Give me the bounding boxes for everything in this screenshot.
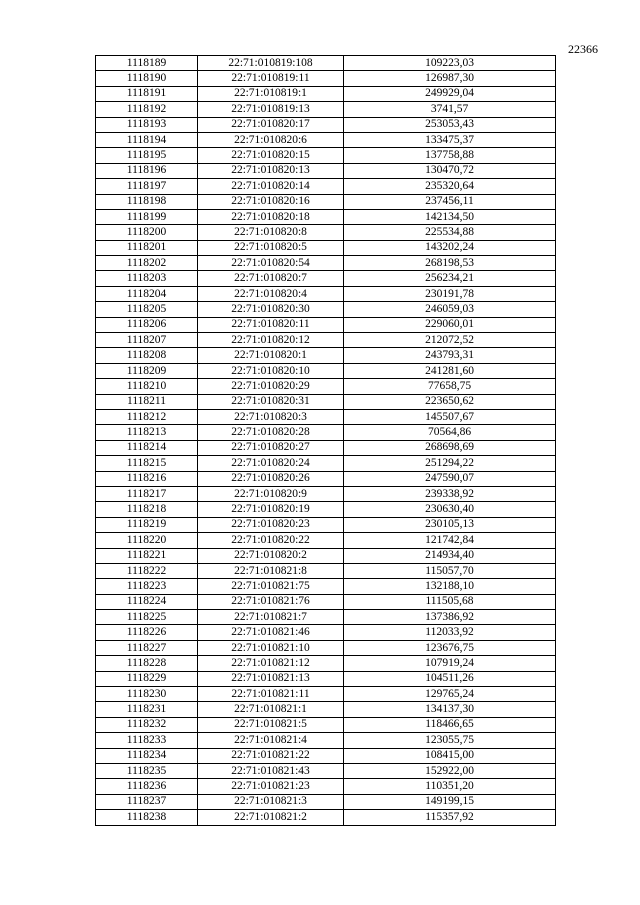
table-row [96,486,556,501]
row-number-cell: 1118202 [96,256,198,271]
value-cell: 225534,88 [344,225,556,240]
table-row [96,763,556,778]
row-number-cell: 1118212 [96,409,198,424]
row-number-cell: 1118222 [96,563,198,578]
row-number-cell: 1118200 [96,225,198,240]
row-number-cell: 1118234 [96,748,198,763]
table-row [96,425,556,440]
cadastral-number-cell: 22:71:010820:26 [198,471,344,486]
cadastral-number-cell: 22:71:010820:4 [198,286,344,301]
value-cell: 130470,72 [344,163,556,178]
row-number-cell: 1118238 [96,810,198,825]
value-cell: 137758,88 [344,148,556,163]
row-number-cell: 1118189 [96,56,198,71]
table-row [96,179,556,194]
cadastral-number-cell: 22:71:010820:23 [198,517,344,532]
cadastral-number-cell: 22:71:010820:28 [198,425,344,440]
row-number-cell: 1118192 [96,102,198,117]
row-number-cell: 1118221 [96,548,198,563]
table-row [96,86,556,101]
table-row [96,702,556,717]
value-cell: 145507,67 [344,409,556,424]
cadastral-number-cell: 22:71:010820:2 [198,548,344,563]
row-number-cell: 1118211 [96,394,198,409]
value-cell: 143202,24 [344,240,556,255]
row-number-cell: 1118198 [96,194,198,209]
value-cell: 129765,24 [344,687,556,702]
value-cell: 126987,30 [344,71,556,86]
row-number-cell: 1118210 [96,379,198,394]
cadastral-value-table [95,55,556,826]
value-cell: 223650,62 [344,394,556,409]
cadastral-number-cell: 22:71:010820:6 [198,132,344,147]
table-row [96,148,556,163]
row-number-cell: 1118197 [96,179,198,194]
row-number-cell: 1118227 [96,640,198,655]
table-row [96,240,556,255]
value-cell: 121742,84 [344,533,556,548]
table-row [96,717,556,732]
value-cell: 214934,40 [344,548,556,563]
value-cell: 149199,15 [344,794,556,809]
value-cell: 239338,92 [344,486,556,501]
cadastral-number-cell: 22:71:010820:19 [198,502,344,517]
row-number-cell: 1118199 [96,209,198,224]
table-row [96,163,556,178]
cadastral-number-cell: 22:71:010820:29 [198,379,344,394]
cadastral-number-cell: 22:71:010821:8 [198,563,344,578]
table-row [96,209,556,224]
value-cell: 108415,00 [344,748,556,763]
value-cell: 112033,92 [344,625,556,640]
value-cell: 115057,70 [344,563,556,578]
cadastral-number-cell: 22:71:010820:12 [198,333,344,348]
cadastral-number-cell: 22:71:010820:24 [198,456,344,471]
row-number-cell: 1118194 [96,132,198,147]
value-cell: 235320,64 [344,179,556,194]
row-number-cell: 1118193 [96,117,198,132]
cadastral-number-cell: 22:71:010820:11 [198,317,344,332]
row-number-cell: 1118196 [96,163,198,178]
cadastral-number-cell: 22:71:010820:10 [198,363,344,378]
table-row [96,563,556,578]
table-row [96,379,556,394]
cadastral-number-cell: 22:71:010820:9 [198,486,344,501]
table-row [96,610,556,625]
value-cell: 253053,43 [344,117,556,132]
row-number-cell: 1118213 [96,425,198,440]
table-row [96,117,556,132]
row-number-cell: 1118216 [96,471,198,486]
cadastral-number-cell: 22:71:010820:15 [198,148,344,163]
cadastral-number-cell: 22:71:010820:27 [198,440,344,455]
value-cell: 246059,03 [344,302,556,317]
row-number-cell: 1118190 [96,71,198,86]
cadastral-number-cell: 22:71:010821:3 [198,794,344,809]
value-cell: 77658,75 [344,379,556,394]
table-row [96,779,556,794]
cadastral-number-cell: 22:71:010820:5 [198,240,344,255]
table-row [96,640,556,655]
cadastral-number-cell: 22:71:010821:13 [198,671,344,686]
value-cell: 229060,01 [344,317,556,332]
value-cell: 212072,52 [344,333,556,348]
table-row [96,656,556,671]
cadastral-number-cell: 22:71:010820:1 [198,348,344,363]
cadastral-number-cell: 22:71:010821:2 [198,810,344,825]
value-cell: 3741,57 [344,102,556,117]
row-number-cell: 1118195 [96,148,198,163]
row-number-cell: 1118231 [96,702,198,717]
cadastral-number-cell: 22:71:010820:31 [198,394,344,409]
value-cell: 152922,00 [344,763,556,778]
cadastral-number-cell: 22:71:010821:11 [198,687,344,702]
table-row [96,363,556,378]
row-number-cell: 1118230 [96,687,198,702]
cadastral-number-cell: 22:71:010821:43 [198,763,344,778]
cadastral-number-cell: 22:71:010821:10 [198,640,344,655]
row-number-cell: 1118229 [96,671,198,686]
value-cell: 70564,86 [344,425,556,440]
cadastral-number-cell: 22:71:010820:54 [198,256,344,271]
cadastral-number-cell: 22:71:010820:16 [198,194,344,209]
value-cell: 107919,24 [344,656,556,671]
row-number-cell: 1118225 [96,610,198,625]
cadastral-number-cell: 22:71:010820:30 [198,302,344,317]
table-row [96,256,556,271]
value-cell: 110351,20 [344,779,556,794]
row-number-cell: 1118191 [96,86,198,101]
row-number-cell: 1118233 [96,733,198,748]
value-cell: 268198,53 [344,256,556,271]
cadastral-number-cell: 22:71:010820:18 [198,209,344,224]
row-number-cell: 1118226 [96,625,198,640]
cadastral-number-cell: 22:71:010820:17 [198,117,344,132]
row-number-cell: 1118208 [96,348,198,363]
table-row [96,471,556,486]
row-number-cell: 1118219 [96,517,198,532]
value-cell: 123676,75 [344,640,556,655]
table-row [96,348,556,363]
cadastral-number-cell: 22:71:010821:12 [198,656,344,671]
value-cell: 230105,13 [344,517,556,532]
cadastral-number-cell: 22:71:010820:3 [198,409,344,424]
value-cell: 123055,75 [344,733,556,748]
table-row [96,517,556,532]
table-row [96,409,556,424]
table-row [96,456,556,471]
value-cell: 137386,92 [344,610,556,625]
page-number: 22366 [568,42,598,56]
cadastral-number-cell: 22:71:010820:22 [198,533,344,548]
table-row [96,533,556,548]
value-cell: 133475,37 [344,132,556,147]
table-row [96,440,556,455]
row-number-cell: 1118220 [96,533,198,548]
value-cell: 249929,04 [344,86,556,101]
row-number-cell: 1118204 [96,286,198,301]
value-cell: 251294,22 [344,456,556,471]
value-cell: 243793,31 [344,348,556,363]
row-number-cell: 1118224 [96,594,198,609]
value-cell: 241281,60 [344,363,556,378]
table-row [96,671,556,686]
row-number-cell: 1118228 [96,656,198,671]
table-row [96,579,556,594]
table-row [96,132,556,147]
table-row [96,271,556,286]
cadastral-number-cell: 22:71:010819:11 [198,71,344,86]
value-cell: 230630,40 [344,502,556,517]
table-row [96,748,556,763]
table-row [96,317,556,332]
value-cell: 142134,50 [344,209,556,224]
row-number-cell: 1118207 [96,333,198,348]
cadastral-number-cell: 22:71:010819:13 [198,102,344,117]
value-cell: 230191,78 [344,286,556,301]
cadastral-number-cell: 22:71:010821:46 [198,625,344,640]
value-cell: 134137,30 [344,702,556,717]
cadastral-number-cell: 22:71:010821:7 [198,610,344,625]
value-cell: 247590,07 [344,471,556,486]
table-row [96,625,556,640]
cadastral-number-cell: 22:71:010821:76 [198,594,344,609]
table-row [96,333,556,348]
row-number-cell: 1118215 [96,456,198,471]
cadastral-number-cell: 22:71:010821:4 [198,733,344,748]
row-number-cell: 1118201 [96,240,198,255]
cadastral-number-cell: 22:71:010820:8 [198,225,344,240]
cadastral-number-cell: 22:71:010820:7 [198,271,344,286]
cadastral-number-cell: 22:71:010821:22 [198,748,344,763]
table-row [96,71,556,86]
table-row [96,502,556,517]
row-number-cell: 1118205 [96,302,198,317]
table-row [96,302,556,317]
table-row [96,225,556,240]
cadastral-number-cell: 22:71:010820:13 [198,163,344,178]
cadastral-number-cell: 22:71:010821:5 [198,717,344,732]
row-number-cell: 1118235 [96,763,198,778]
row-number-cell: 1118236 [96,779,198,794]
table-row [96,394,556,409]
row-number-cell: 1118237 [96,794,198,809]
table-row [96,548,556,563]
cadastral-number-cell: 22:71:010819:1 [198,86,344,101]
row-number-cell: 1118218 [96,502,198,517]
value-cell: 104511,26 [344,671,556,686]
row-number-cell: 1118203 [96,271,198,286]
value-cell: 132188,10 [344,579,556,594]
cadastral-number-cell: 22:71:010821:75 [198,579,344,594]
row-number-cell: 1118232 [96,717,198,732]
value-cell: 115357,92 [344,810,556,825]
table-row [96,687,556,702]
row-number-cell: 1118206 [96,317,198,332]
row-number-cell: 1118223 [96,579,198,594]
table-body [96,56,556,826]
cadastral-number-cell: 22:71:010819:108 [198,56,344,71]
table-row [96,56,556,71]
table-row [96,102,556,117]
value-cell: 268698,69 [344,440,556,455]
value-cell: 111505,68 [344,594,556,609]
row-number-cell: 1118217 [96,486,198,501]
row-number-cell: 1118214 [96,440,198,455]
cadastral-number-cell: 22:71:010821:1 [198,702,344,717]
cadastral-number-cell: 22:71:010820:14 [198,179,344,194]
cadastral-number-cell: 22:71:010821:23 [198,779,344,794]
table-row [96,594,556,609]
row-number-cell: 1118209 [96,363,198,378]
table-row [96,794,556,809]
table-row [96,286,556,301]
value-cell: 256234,21 [344,271,556,286]
value-cell: 109223,03 [344,56,556,71]
value-cell: 237456,11 [344,194,556,209]
table-row [96,733,556,748]
value-cell: 118466,65 [344,717,556,732]
table-row [96,194,556,209]
table-row [96,810,556,825]
